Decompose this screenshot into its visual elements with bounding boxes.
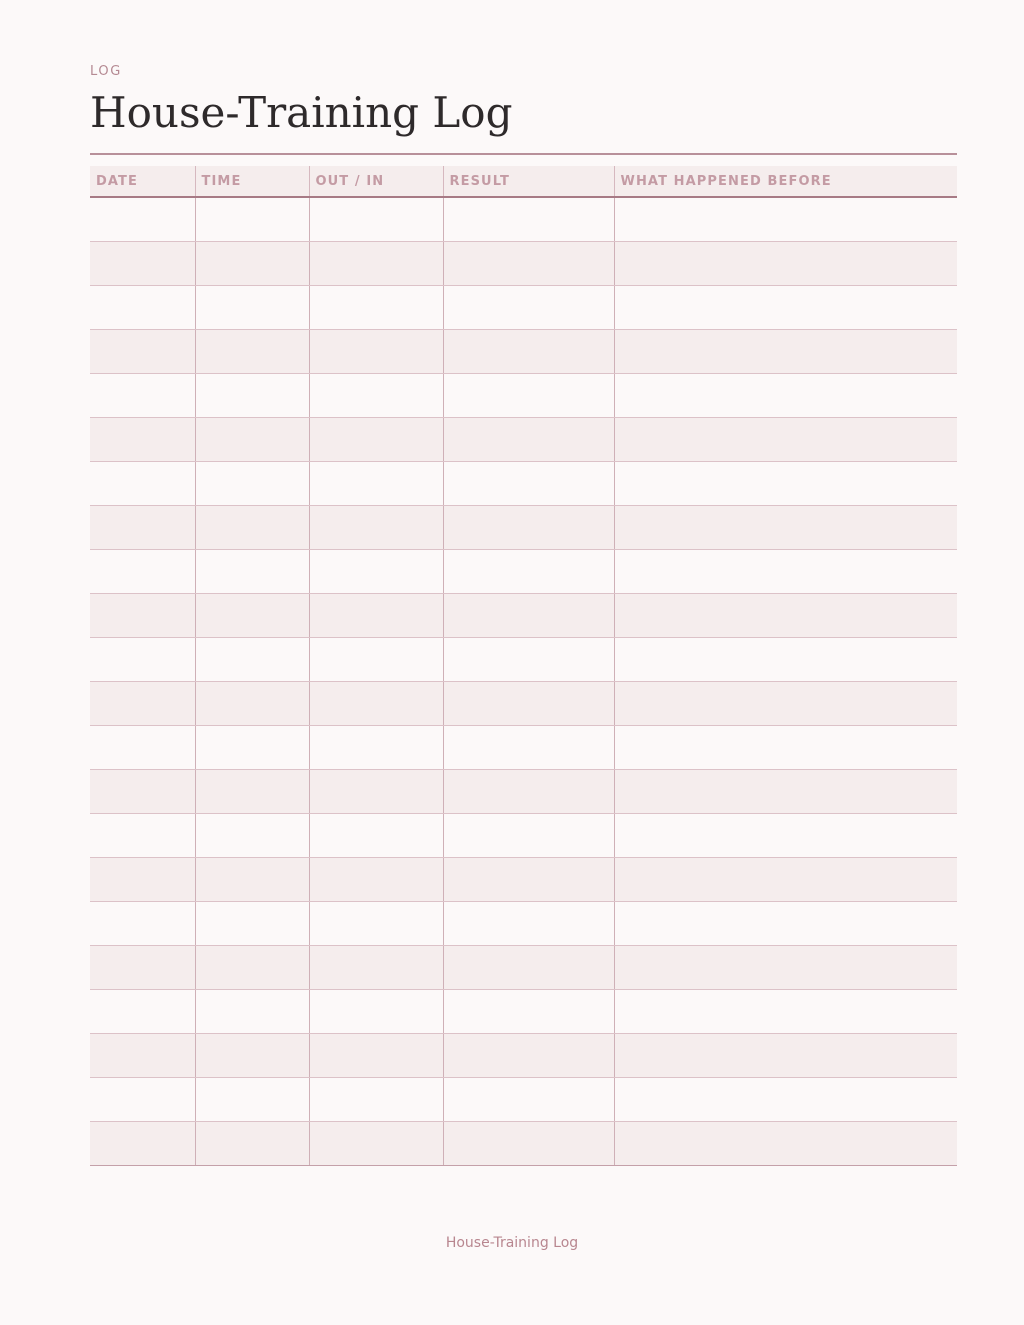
cell-date[interactable] <box>90 505 195 549</box>
cell-what-happened-before[interactable] <box>614 461 957 505</box>
cell-what-happened-before[interactable] <box>614 593 957 637</box>
table-row <box>90 857 957 901</box>
cell-time[interactable] <box>195 417 309 461</box>
cell-what-happened-before[interactable] <box>614 241 957 285</box>
cell-what-happened-before[interactable] <box>614 549 957 593</box>
cell-time[interactable] <box>195 329 309 373</box>
cell-time[interactable] <box>195 901 309 945</box>
cell-out-in[interactable] <box>309 461 443 505</box>
cell-what-happened-before[interactable] <box>614 197 957 241</box>
cell-out-in[interactable] <box>309 593 443 637</box>
cell-result[interactable] <box>443 769 614 813</box>
table-row <box>90 197 957 241</box>
cell-result[interactable] <box>443 461 614 505</box>
cell-out-in[interactable] <box>309 901 443 945</box>
cell-what-happened-before[interactable] <box>614 725 957 769</box>
cell-time[interactable] <box>195 197 309 241</box>
cell-date[interactable] <box>90 1033 195 1077</box>
cell-date[interactable] <box>90 857 195 901</box>
table-body <box>90 197 957 1165</box>
cell-what-happened-before[interactable] <box>614 857 957 901</box>
cell-date[interactable] <box>90 593 195 637</box>
cell-what-happened-before[interactable] <box>614 945 957 989</box>
column-header-what-happened-before: WHAT HAPPENED BEFORE <box>614 163 957 197</box>
cell-result[interactable] <box>443 637 614 681</box>
cell-what-happened-before[interactable] <box>614 329 957 373</box>
cell-what-happened-before[interactable] <box>614 1121 957 1165</box>
table-row <box>90 989 957 1033</box>
cell-what-happened-before[interactable] <box>614 373 957 417</box>
cell-result[interactable] <box>443 593 614 637</box>
table-row <box>90 1033 957 1077</box>
table-row <box>90 549 957 593</box>
table-row <box>90 725 957 769</box>
table-row <box>90 417 957 461</box>
cell-date[interactable] <box>90 549 195 593</box>
cell-result[interactable] <box>443 813 614 857</box>
cell-time[interactable] <box>195 373 309 417</box>
cell-result[interactable] <box>443 549 614 593</box>
cell-what-happened-before[interactable] <box>614 285 957 329</box>
cell-time[interactable] <box>195 681 309 725</box>
cell-result[interactable] <box>443 857 614 901</box>
table-row <box>90 373 957 417</box>
cell-date[interactable] <box>90 461 195 505</box>
cell-result[interactable] <box>443 417 614 461</box>
cell-time[interactable] <box>195 505 309 549</box>
cell-date[interactable] <box>90 989 195 1033</box>
cell-result[interactable] <box>443 241 614 285</box>
cell-out-in[interactable] <box>309 857 443 901</box>
cell-date[interactable] <box>90 637 195 681</box>
cell-time[interactable] <box>195 1077 309 1121</box>
cell-out-in[interactable] <box>309 769 443 813</box>
table-row <box>90 461 957 505</box>
cell-out-in[interactable] <box>309 241 443 285</box>
table-row <box>90 681 957 725</box>
cell-what-happened-before[interactable] <box>614 989 957 1033</box>
cell-date[interactable] <box>90 417 195 461</box>
cell-time[interactable] <box>195 813 309 857</box>
cell-date[interactable] <box>90 901 195 945</box>
cell-time[interactable] <box>195 1033 309 1077</box>
table-row <box>90 329 957 373</box>
cell-time[interactable] <box>195 593 309 637</box>
cell-result[interactable] <box>443 681 614 725</box>
cell-out-in[interactable] <box>309 417 443 461</box>
cell-out-in[interactable] <box>309 1121 443 1165</box>
cell-time[interactable] <box>195 549 309 593</box>
cell-time[interactable] <box>195 769 309 813</box>
cell-what-happened-before[interactable] <box>614 1077 957 1121</box>
cell-date[interactable] <box>90 373 195 417</box>
cell-result[interactable] <box>443 1121 614 1165</box>
cell-result[interactable] <box>443 725 614 769</box>
cell-time[interactable] <box>195 989 309 1033</box>
cell-result[interactable] <box>443 1033 614 1077</box>
cell-time[interactable] <box>195 637 309 681</box>
cell-date[interactable] <box>90 329 195 373</box>
cell-out-in[interactable] <box>309 505 443 549</box>
cell-out-in[interactable] <box>309 637 443 681</box>
cell-what-happened-before[interactable] <box>614 681 957 725</box>
cell-time[interactable] <box>195 241 309 285</box>
cell-date[interactable] <box>90 241 195 285</box>
cell-date[interactable] <box>90 945 195 989</box>
cell-out-in[interactable] <box>309 1077 443 1121</box>
page-footer: House-Training Log <box>445 1235 579 1251</box>
cell-out-in[interactable] <box>309 285 443 329</box>
cell-result[interactable] <box>443 901 614 945</box>
column-header-out-in: OUT / IN <box>309 163 443 197</box>
title-divider <box>90 153 957 155</box>
cell-time[interactable] <box>195 461 309 505</box>
cell-what-happened-before[interactable] <box>614 1033 957 1077</box>
column-header-date: DATE <box>90 163 195 197</box>
page-title: House-Training Log <box>90 88 513 137</box>
table-row <box>90 813 957 857</box>
cell-out-in[interactable] <box>309 725 443 769</box>
table-row <box>90 505 957 549</box>
table-row <box>90 901 957 945</box>
cell-result[interactable] <box>443 197 614 241</box>
cell-result[interactable] <box>443 285 614 329</box>
cell-date[interactable] <box>90 813 195 857</box>
cell-what-happened-before[interactable] <box>614 813 957 857</box>
cell-time[interactable] <box>195 857 309 901</box>
cell-out-in[interactable] <box>309 681 443 725</box>
column-header-result: RESULT <box>443 163 614 197</box>
table-row <box>90 769 957 813</box>
cell-out-in[interactable] <box>309 549 443 593</box>
table-row <box>90 637 957 681</box>
cell-date[interactable] <box>90 285 195 329</box>
cell-out-in[interactable] <box>309 945 443 989</box>
cell-result[interactable] <box>443 989 614 1033</box>
cell-out-in[interactable] <box>309 197 443 241</box>
cell-what-happened-before[interactable] <box>614 417 957 461</box>
cell-date[interactable] <box>90 769 195 813</box>
cell-out-in[interactable] <box>309 373 443 417</box>
cell-out-in[interactable] <box>309 1033 443 1077</box>
cell-what-happened-before[interactable] <box>614 769 957 813</box>
table-row <box>90 945 957 989</box>
cell-what-happened-before[interactable] <box>614 637 957 681</box>
cell-what-happened-before[interactable] <box>614 505 957 549</box>
log-table <box>90 160 957 1166</box>
cell-time[interactable] <box>195 285 309 329</box>
cell-result[interactable] <box>443 373 614 417</box>
cell-result[interactable] <box>443 945 614 989</box>
cell-date[interactable] <box>90 725 195 769</box>
table-header-row <box>90 163 957 197</box>
cell-what-happened-before[interactable] <box>614 901 957 945</box>
section-eyebrow: LOG <box>90 64 122 79</box>
cell-date[interactable] <box>90 197 195 241</box>
column-header-time: TIME <box>195 163 309 197</box>
cell-out-in[interactable] <box>309 329 443 373</box>
table-row <box>90 241 957 285</box>
table-row <box>90 285 957 329</box>
cell-result[interactable] <box>443 329 614 373</box>
cell-result[interactable] <box>443 505 614 549</box>
cell-date[interactable] <box>90 681 195 725</box>
table-row <box>90 593 957 637</box>
cell-time[interactable] <box>195 725 309 769</box>
table-row <box>90 1077 957 1121</box>
cell-time[interactable] <box>195 945 309 989</box>
cell-out-in[interactable] <box>309 989 443 1033</box>
cell-result[interactable] <box>443 1077 614 1121</box>
cell-out-in[interactable] <box>309 813 443 857</box>
table-row <box>90 1121 957 1165</box>
cell-time[interactable] <box>195 1121 309 1165</box>
cell-date[interactable] <box>90 1121 195 1165</box>
cell-date[interactable] <box>90 1077 195 1121</box>
